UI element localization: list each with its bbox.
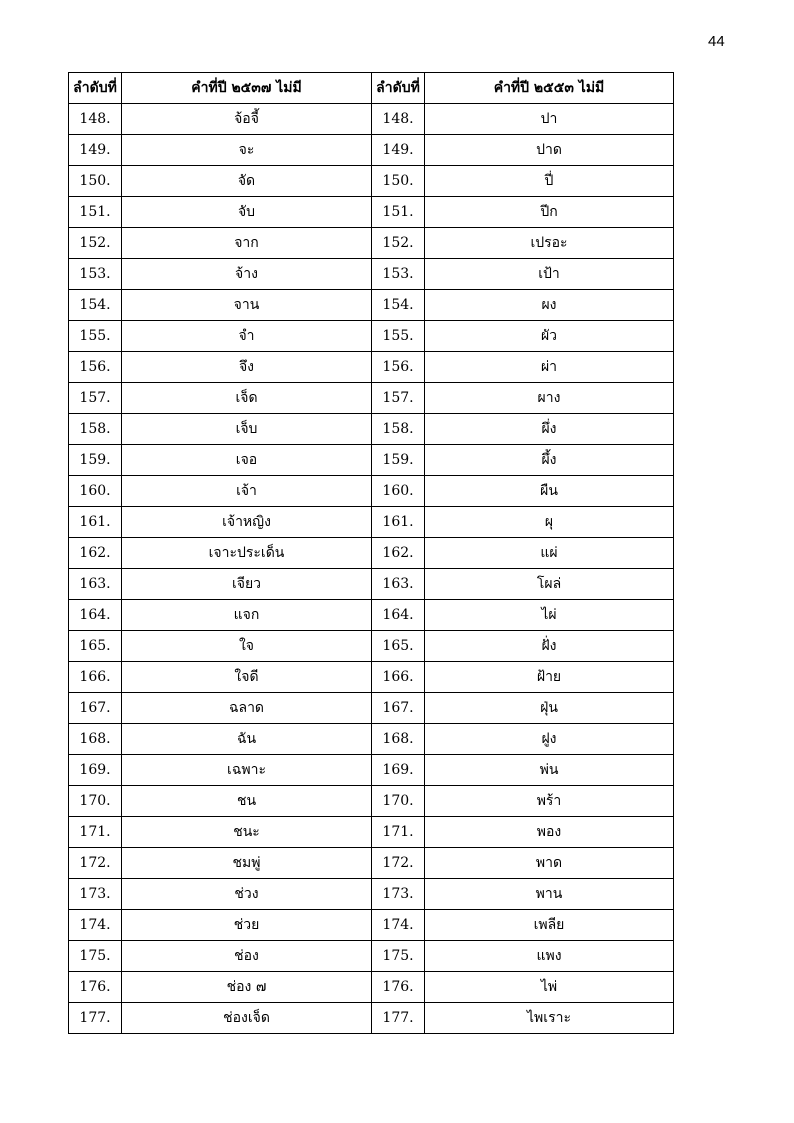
order-number-2537: 169. (69, 755, 122, 786)
word-2553: ผ่า (425, 352, 674, 383)
word-2537: ช่อง ๗ (122, 972, 372, 1003)
word-2537: ใจดี (122, 662, 372, 693)
word-2553: ฝูง (425, 724, 674, 755)
word-2537: จ้อจี้ (122, 104, 372, 135)
word-2553: ผาง (425, 383, 674, 414)
word-2553: พอง (425, 817, 674, 848)
word-2553: ฝุ่น (425, 693, 674, 724)
order-number-2553: 150. (372, 166, 425, 197)
word-2553: ไผ่ (425, 600, 674, 631)
table-row (69, 383, 674, 414)
word-2537: ช่อง (122, 941, 372, 972)
order-number-2553: 169. (372, 755, 425, 786)
order-number-2553: 177. (372, 1003, 425, 1034)
word-2537: จำ (122, 321, 372, 352)
order-number-2553: 168. (372, 724, 425, 755)
order-number-2537: 167. (69, 693, 122, 724)
order-number-2553: 148. (372, 104, 425, 135)
table-row (69, 538, 674, 569)
order-number-2553: 170. (372, 786, 425, 817)
table-header-row (69, 73, 674, 104)
order-number-2537: 171. (69, 817, 122, 848)
word-2553: แพง (425, 941, 674, 972)
order-number-2553: 173. (372, 879, 425, 910)
order-number-2537: 176. (69, 972, 122, 1003)
word-2553: โผล่ (425, 569, 674, 600)
table-row (69, 259, 674, 290)
order-number-2553: 160. (372, 476, 425, 507)
word-2553: ปีก (425, 197, 674, 228)
order-number-2537: 173. (69, 879, 122, 910)
word-2537: เจอ (122, 445, 372, 476)
order-number-2553: 153. (372, 259, 425, 290)
order-number-2537: 175. (69, 941, 122, 972)
word-2553: ปี่ (425, 166, 674, 197)
word-2537: เจ็บ (122, 414, 372, 445)
word-2537: จ้าง (122, 259, 372, 290)
order-number-2537: 172. (69, 848, 122, 879)
word-2553: พร้า (425, 786, 674, 817)
table-row (69, 755, 674, 786)
order-number-2537: 152. (69, 228, 122, 259)
word-2537: จับ (122, 197, 372, 228)
word-2553: ผุ (425, 507, 674, 538)
order-number-2553: 175. (372, 941, 425, 972)
word-2537: เจ้าหญิง (122, 507, 372, 538)
order-number-2553: 165. (372, 631, 425, 662)
word-2553: ผืน (425, 476, 674, 507)
order-number-2537: 161. (69, 507, 122, 538)
word-comparison-table (68, 72, 674, 1034)
word-2537: ช่วย (122, 910, 372, 941)
table-row (69, 352, 674, 383)
table-row (69, 1003, 674, 1034)
word-2537: ช่องเจ็ด (122, 1003, 372, 1034)
order-number-2537: 157. (69, 383, 122, 414)
header-words-2553: คำที่ปี ๒๕๕๓ ไม่มี (425, 73, 674, 104)
table-row (69, 476, 674, 507)
table-row (69, 631, 674, 662)
order-number-2537: 148. (69, 104, 122, 135)
word-2553: ฝั่ง (425, 631, 674, 662)
table-row (69, 600, 674, 631)
table-row (69, 786, 674, 817)
order-number-2553: 152. (372, 228, 425, 259)
word-2537: ฉลาด (122, 693, 372, 724)
order-number-2553: 158. (372, 414, 425, 445)
order-number-2537: 151. (69, 197, 122, 228)
word-2537: เจาะประเด็น (122, 538, 372, 569)
order-number-2553: 161. (372, 507, 425, 538)
table-row (69, 910, 674, 941)
table-row (69, 321, 674, 352)
table-row (69, 693, 674, 724)
word-2553: ปาด (425, 135, 674, 166)
header-words-2537: คำที่ปี ๒๕๓๗ ไม่มี (122, 73, 372, 104)
table-row (69, 848, 674, 879)
order-number-2537: 163. (69, 569, 122, 600)
order-number-2553: 163. (372, 569, 425, 600)
word-2537: ใจ (122, 631, 372, 662)
word-2537: จัด (122, 166, 372, 197)
word-2553: พาด (425, 848, 674, 879)
word-2553: ผึ่ง (425, 414, 674, 445)
word-2553: ปา (425, 104, 674, 135)
word-2553: ผง (425, 290, 674, 321)
order-number-2553: 149. (372, 135, 425, 166)
order-number-2537: 174. (69, 910, 122, 941)
order-number-2537: 155. (69, 321, 122, 352)
word-2553: เป้า (425, 259, 674, 290)
word-2553: ผัว (425, 321, 674, 352)
order-number-2553: 151. (372, 197, 425, 228)
order-number-2553: 156. (372, 352, 425, 383)
order-number-2553: 159. (372, 445, 425, 476)
word-2553: ผึ้ง (425, 445, 674, 476)
table-row (69, 941, 674, 972)
word-2553: เพลีย (425, 910, 674, 941)
table-row (69, 569, 674, 600)
word-2537: ชน (122, 786, 372, 817)
table-body (69, 104, 674, 1034)
word-2537: เจ้า (122, 476, 372, 507)
header-order-1: ลำดับที่ (69, 73, 122, 104)
word-2537: จาก (122, 228, 372, 259)
word-2537: ชนะ (122, 817, 372, 848)
table-row (69, 879, 674, 910)
word-2537: เฉพาะ (122, 755, 372, 786)
order-number-2537: 165. (69, 631, 122, 662)
order-number-2553: 166. (372, 662, 425, 693)
order-number-2537: 164. (69, 600, 122, 631)
order-number-2537: 177. (69, 1003, 122, 1034)
order-number-2553: 162. (372, 538, 425, 569)
word-2553: แผ่ (425, 538, 674, 569)
table-row (69, 445, 674, 476)
table-row (69, 724, 674, 755)
order-number-2537: 162. (69, 538, 122, 569)
order-number-2553: 172. (372, 848, 425, 879)
word-2553: เปรอะ (425, 228, 674, 259)
order-number-2537: 154. (69, 290, 122, 321)
table-row (69, 507, 674, 538)
word-2537: แจก (122, 600, 372, 631)
word-2537: จาน (122, 290, 372, 321)
order-number-2553: 157. (372, 383, 425, 414)
table-row (69, 662, 674, 693)
word-2537: ช่วง (122, 879, 372, 910)
order-number-2537: 166. (69, 662, 122, 693)
order-number-2537: 149. (69, 135, 122, 166)
word-2537: ชมพู่ (122, 848, 372, 879)
table-row (69, 135, 674, 166)
table-row (69, 228, 674, 259)
word-2553: ไพเราะ (425, 1003, 674, 1034)
order-number-2537: 158. (69, 414, 122, 445)
order-number-2553: 164. (372, 600, 425, 631)
word-2537: จึง (122, 352, 372, 383)
page-number: 44 (708, 33, 725, 50)
order-number-2537: 170. (69, 786, 122, 817)
order-number-2537: 156. (69, 352, 122, 383)
order-number-2537: 159. (69, 445, 122, 476)
word-2537: ฉัน (122, 724, 372, 755)
order-number-2537: 160. (69, 476, 122, 507)
word-2553: ไพ่ (425, 972, 674, 1003)
order-number-2553: 155. (372, 321, 425, 352)
table-row (69, 972, 674, 1003)
table-row (69, 104, 674, 135)
order-number-2553: 174. (372, 910, 425, 941)
word-2537: เจียว (122, 569, 372, 600)
word-2553: พาน (425, 879, 674, 910)
word-2537: เจ็ด (122, 383, 372, 414)
word-2553: พ่น (425, 755, 674, 786)
table-row (69, 166, 674, 197)
order-number-2553: 154. (372, 290, 425, 321)
table-row (69, 817, 674, 848)
order-number-2537: 168. (69, 724, 122, 755)
table-row (69, 290, 674, 321)
order-number-2553: 171. (372, 817, 425, 848)
word-2537: จะ (122, 135, 372, 166)
word-2553: ฝ้าย (425, 662, 674, 693)
order-number-2553: 167. (372, 693, 425, 724)
table-row (69, 197, 674, 228)
table-row (69, 414, 674, 445)
order-number-2537: 150. (69, 166, 122, 197)
order-number-2537: 153. (69, 259, 122, 290)
order-number-2553: 176. (372, 972, 425, 1003)
header-order-2: ลำดับที่ (372, 73, 425, 104)
